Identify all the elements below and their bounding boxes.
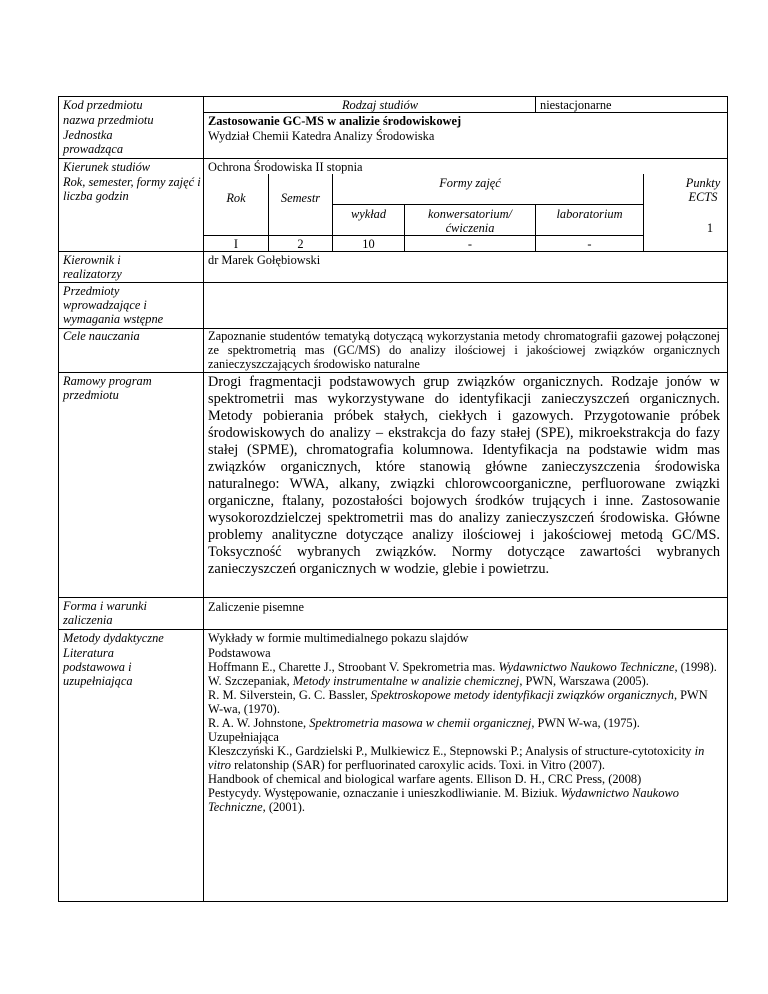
row-divider [58,282,728,283]
direction-name: Ochrona Środowiska II stopnia [208,160,363,174]
label-jednostka: Jednostka prowadząca [63,128,124,156]
teaching-methods: Wykłady w formie multimedialnego pokazu slajdów [208,631,469,645]
row-divider [58,597,728,598]
literature-italic: in vitro [208,744,705,772]
rodzaj-studiow-label: Rodzaj studiów [341,98,419,112]
label-kierownik: Kierownik i realizatorzy [63,253,122,281]
unit-name: Wydział Chemii Katedra Analizy Środowiska [208,129,435,143]
label-rok-semester: Rok, semester, formy zajęć i liczba godzin [63,175,201,203]
label-nazwa: nazwa przedmiotu [63,113,154,127]
course-name: Zastosowanie GC-MS w analizie środowiskowej [208,114,462,128]
wyklad-heading: wykład [350,207,387,221]
literature-text: (2001). [268,800,305,814]
schedule-col [643,174,644,252]
wyklad-value: 10 [362,237,375,251]
row-divider [58,251,728,252]
literature-text: Hoffmann E., Charette J., Stroobant V. Spekrometria mas. [208,660,496,674]
literature-text: relatonship (SAR) for perfluorinated caroxylic acids. Toxi. in Vitro (2007). [234,758,605,772]
table-border-bottom [58,901,728,902]
literature-text: , PWN W-wa, (1975). [531,716,640,730]
literature-extra-heading: Uzupełniająca [208,730,279,744]
table-column-divider [203,96,204,902]
literature-text: W. Szczepaniak, [208,674,290,688]
literature-text: Pestycydy. Występowanie, oznaczanie i unieszkodliwianie. M. Biziuk. [208,786,558,800]
label-metody: Metody dydaktyczne [63,631,164,645]
literature-text: Handbook of chemical and biological warfare agents. Ellison D. H., CRC Press, (2008) [208,772,642,786]
course-goals: Zapoznanie studentów tematyką dotyczącą wykorzystania metody chromatografii gazowej połączonej ze spektrometrią mas (GC/MS) do analizy ilościowej i jakościowej związków organicznych zanieczyszczających środowisko naturalne [208,329,720,372]
label-kod: Kod przedmiotu [63,98,143,112]
literature-text: (1998). [680,660,717,674]
literature-entry [208,688,720,716]
literature-title: Spektroskopowe metody identyfikacji związków organicznych [370,688,674,702]
literature-text: Kleszczyński K., Gardzielski P., Mulkiewicz E., Stepnowski P.; Analysis of structure-cytotoxicity [208,744,692,758]
course-program: Drogi fragmentacji podstawowych grup związków organicznych. Rodzaje jonów w spektrometrii mas wykorzystywane do identyfikacji zanieczyszczeń organicznych. Metody pobierania próbek stałych, ciekłych i gazowych. Przygotowanie próbek środowiskowych do analizy – ekstrakcja do fazy stałej (SPE), mikroekstrakcja do fazy stałej (SPME), chromatografia kolumnowa. Identyfikacja na podstawie widm mas związków organicznych, które stanowią główne zanieczyszczenia środowiska naturalnego: WWA, alkany, związki chlorowcoorganiczne, perfluorowane związki organiczne, ftalany, pozostałości bojowych środków trujących i inne. Zastosowanie wysokorozdzielczej spektrometrii mas do analizy zanieczyszczeń środowiska. Główne problemy analityczne dotyczące analizy ilościowej i jakościowej metodą GC/MS. Toksyczność wybranych związków. Normy dotyczące zawartości wybranych zanieczyszczeń organicznych w wodzie, glebie i powietrzu. [208,374,720,577]
laboratorium-heading: laboratorium [556,207,623,221]
literature-title: Spektrometria masowa w chemii organicznej [309,716,532,730]
schedule-rule [203,235,644,236]
course-leader: dr Marek Gołębiowski [208,253,321,267]
punkty-ects-heading: Punkty ECTS [685,176,721,204]
literature-entry [208,772,720,786]
label-cele: Cele nauczania [63,329,140,343]
table-border-top [58,96,728,97]
literature-text: , PWN W-wa, (1970). [208,688,708,716]
semestr-value: 2 [297,237,304,251]
row-divider [203,112,728,113]
literature-title: Metody instrumentalne w analizie chemicznej [292,674,520,688]
literature-entry [208,660,720,674]
row-divider [58,629,728,630]
literature-entry [208,716,720,730]
label-forma: Forma i warunki zaliczenia [63,599,147,627]
literature-entry [208,786,720,814]
label-kierunek: Kierunek studiów [63,160,151,174]
literature-entry [208,674,720,688]
schedule-rule [332,204,643,205]
literature-text: R. A. W. Johnstone, [208,716,307,730]
rok-value: I [233,237,239,251]
label-przedmioty: Przedmioty wprowadzające i wymagania wstępne [63,284,164,326]
literature-publisher: Wydawnictwo Naukowo Techniczne, [498,660,678,674]
literature-publisher: Wydawnictwo Naukowo Techniczne, [208,786,679,814]
konwersatorium-value: - [467,237,473,251]
ects-value: 1 [706,221,714,235]
table-border-left [58,96,59,902]
assessment-value: Zaliczenie pisemne [208,600,304,614]
literature-entry [208,744,720,772]
formy-zajec-heading: Formy zajęć [439,176,501,190]
konwersatorium-heading: konwersatorium/ ćwiczenia [428,207,512,235]
literature-text: , PWN, Warszawa (2005). [519,674,649,688]
label-literatura: Literatura podstawowa i uzupełniająca [63,646,133,688]
row-divider [58,372,728,373]
laboratorium-value: - [587,237,592,251]
row-divider [58,158,728,159]
table-border-right [727,96,728,902]
label-program: Ramowy program przedmiotu [63,374,152,402]
literature-list [208,646,720,814]
rok-heading: Rok [226,191,246,205]
literature-text: R. M. Silverstein, G. C. Bassler, [208,688,368,702]
rodzaj-studiow-value: niestacjonarne [540,98,612,112]
literature-basic-heading: Podstawowa [208,646,271,660]
rodzaj-divider [535,96,536,113]
semestr-heading: Semestr [280,191,321,205]
